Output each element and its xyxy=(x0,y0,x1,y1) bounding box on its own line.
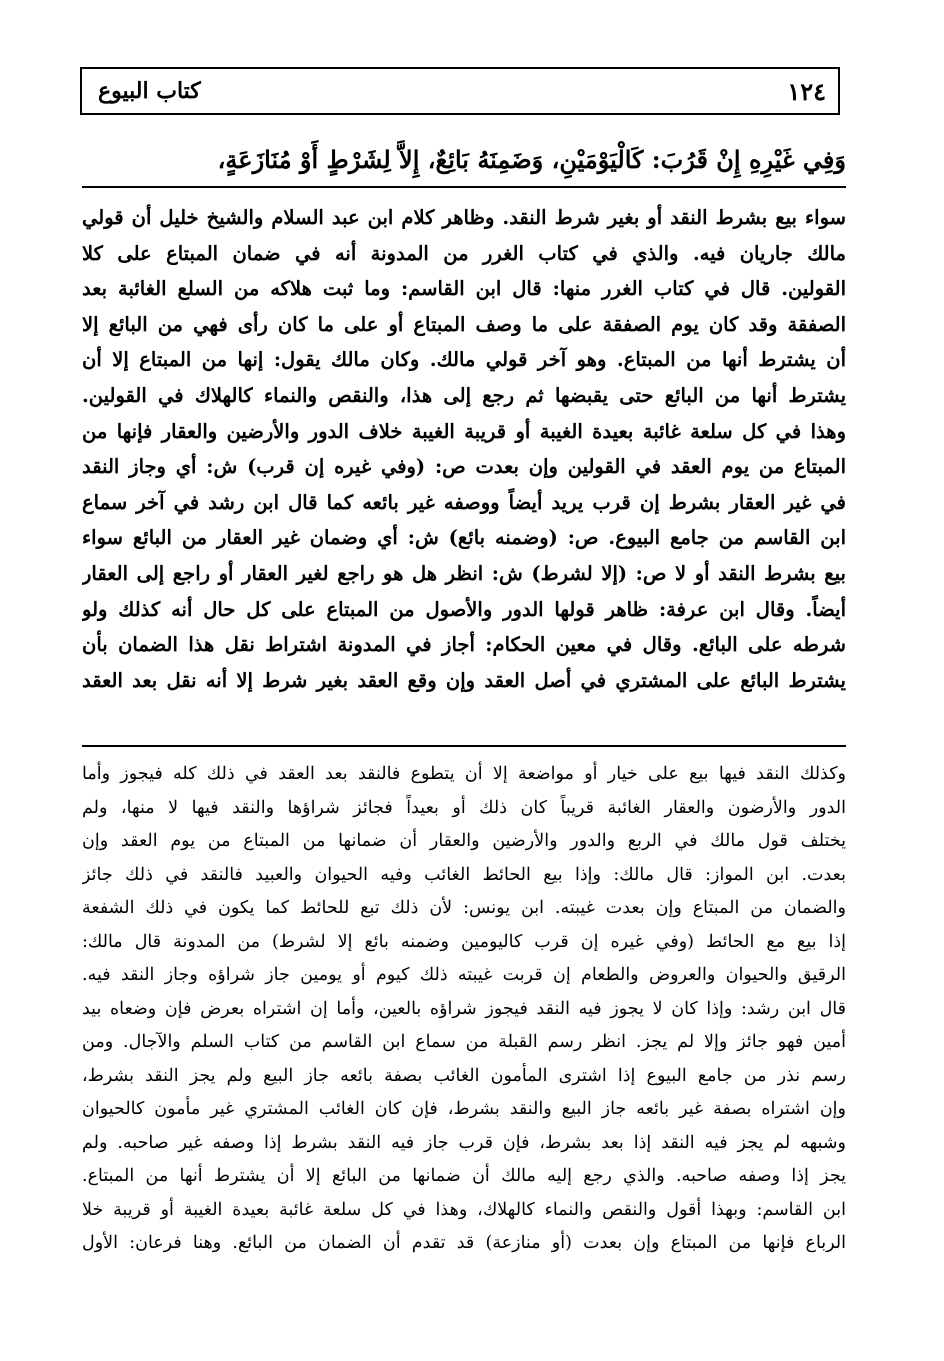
note-line: وكذلك النقد فيها بيع على خيار أو مواضعة إلا أن يتطوع فالنقد بعد العقد في ذلك كله فيجوز وأما xyxy=(82,764,846,784)
note-line: قال ابن رشد: وإذا كان لا يجوز فيه النقد فيجوز شراؤه بالعين، وأما إن اشتراه بعرض فإن وضعاه بيد xyxy=(82,998,846,1019)
commentary-line: مالك جاريان فيه. والذي في كتاب الغرر من المدونة أنه في ضمان المبتاع على كلا xyxy=(82,241,846,265)
notes-divider xyxy=(82,745,846,747)
note-line: الرقيق والحيوان والعروض والطعام إن قربت غيبته ذلك كيوم أو يومين جاز شراؤه وجاز النقد فيه. xyxy=(82,965,846,985)
note-line: أمين فهو جائز وإلا لم يجز. انظر رسم القبلة من سماع ابن القاسم من كتاب السلم والآجال. ومن xyxy=(82,1032,846,1052)
commentary-line: الصفقة وقد كان يوم الصفقة على ما وصف المبتاع أو على ما كان رأى فهي من البائع إلا xyxy=(82,312,846,336)
note-line: يجز إذا وصفه صاحبه. والذي رجع إليه مالك أن ضمانها من البائع إلا أن يشترط أنها من المبتاع. xyxy=(82,1166,846,1186)
commentary-line: يشترط البائع على المشتري في أصل العقد وإن وقع العقد بغير شرط إلا أنه نقل بعد العقد xyxy=(82,668,846,692)
margin-notes-block xyxy=(82,758,846,1261)
commentary-line: في غير العقار بشرط إن قرب يريد أيضاً ووصفه غير بائعه كما قال ابن رشد في آخر سماع xyxy=(82,490,846,514)
note-line: إذا بيع مع الحائط (وفي غيره إن قرب كاليومين وضمنه بائع إلا لشرط) من المدونة قال مالك: xyxy=(82,931,846,952)
commentary-line: المبتاع من يوم العقد في القولين وإن بعدت ص: (وفي غيره إن قرب) ش: أي وجاز النقد xyxy=(82,455,846,479)
commentary-line: أن يشترط أنها من المبتاع. وهو آخر قولي مالك. وكان مالك يقول: إنها من المبتاع إلا أن xyxy=(82,348,846,372)
note-line: وإن اشتراه بصفة غير بائعه جاز البيع والنقد بشرط، فإن كان الغائب المشتري غير مأمون كالحيوان xyxy=(82,1099,846,1119)
commentary-line: شرطه على البائع. وقال في معين الحكام: أجاز في المدونة اشتراط نقل هذا الضمان بأن xyxy=(82,633,846,657)
note-line: يختلف قول مالك في الربع والدور والأرضين والعقار أن ضمانها من المبتاع من يوم العقد وإن xyxy=(82,831,846,851)
page-number: ١٢٤ xyxy=(787,77,826,106)
commentary-line: أيضاً. وقال ابن عرفة: ظاهر قولها الدور والأصول من المبتاع على كل حال أنه كذلك ولو xyxy=(82,597,846,621)
matn-divider xyxy=(82,186,846,188)
note-line: ابن القاسم: وبهذا أقول والنقص والنماء كالهلاك، وهذا في كل سلعة غائبة بعيدة الغيبة أو قريبة خلا xyxy=(82,1199,846,1220)
note-line: وشبهه لم يجز فيه النقد إذا بعد بشرط، فإن قرب جاز فيه النقد بشرط إذا وصفه غير صاحبه. ولم xyxy=(82,1132,846,1153)
note-line: الرباع فإنها من المبتاع وإن بعدت (أو منازعة) قد تقدم أن الضمان من البائع. وهنا فرعان: الأول xyxy=(82,1233,846,1253)
note-line: رسم نذر من جامع البيوع إذا اشترى المأمون الغائب بصفة بائعه جاز البيع ولم يجز النقد بشرط، xyxy=(82,1065,846,1086)
commentary-block xyxy=(82,200,846,698)
note-line: والضمان من المبتاع وإن بعدت غيبته. ابن يونس: لأن ذلك تبع للحائط كما يكون في ذلك الشفعة xyxy=(82,898,846,918)
running-header xyxy=(80,67,840,115)
commentary-line: وهذا في كل سلعة غائبة بعيدة الغيبة أو قريبة الغيبة خلاف الدور والأرضين والعقار فإنها من xyxy=(82,419,846,443)
commentary-line: يشترط أنها من البائع حتى يقبضها ثم رجع إلى هذا، والنقص والنماء كالهلاك في القولين. xyxy=(82,383,846,407)
commentary-line: القولين. قال في كتاب الغرر منها: قال ابن القاسم: وما ثبت هلاكه من السلع الغائبة بعد xyxy=(82,277,846,301)
commentary-line: سواء بيع بشرط النقد أو بغير شرط النقد. وظاهر كلام ابن عبد السلام والشيخ خليل أن قولي xyxy=(82,206,846,229)
commentary-line: ابن القاسم من جامع البيوع. ص: (وضمنه بائع) ش: أي وضمان غير العقار من البائع سواء xyxy=(82,526,846,550)
book-title: كتاب البيوع xyxy=(98,78,201,104)
note-line: بعدت. ابن المواز: قال مالك: وإذا بيع الحائط الغائب وفيه الحيوان والعبيد فالنقد في ذلك جائز xyxy=(82,864,846,885)
matn-text: وَفِي غَيْرِهِ إِنْ قَرُبَ: كَالْيَوْمَيْنِ، وَضَمِنَهُ بَائِعٌ، إِلاَّ لِشَرْطٍ أَوْ مُنَازَعَةٍ، xyxy=(217,145,846,174)
note-line: الدور والأرضون والعقار الغائبة قريباً كان ذلك أو بعيداً فجائز شراؤها والنقد فيها لا منها، ولم xyxy=(82,797,846,818)
commentary-line: بيع بشرط النقد أو لا ص: (إلا لشرط) ش: انظر هل هو راجع لغير العقار أو راجع إلى العقار xyxy=(82,561,846,585)
